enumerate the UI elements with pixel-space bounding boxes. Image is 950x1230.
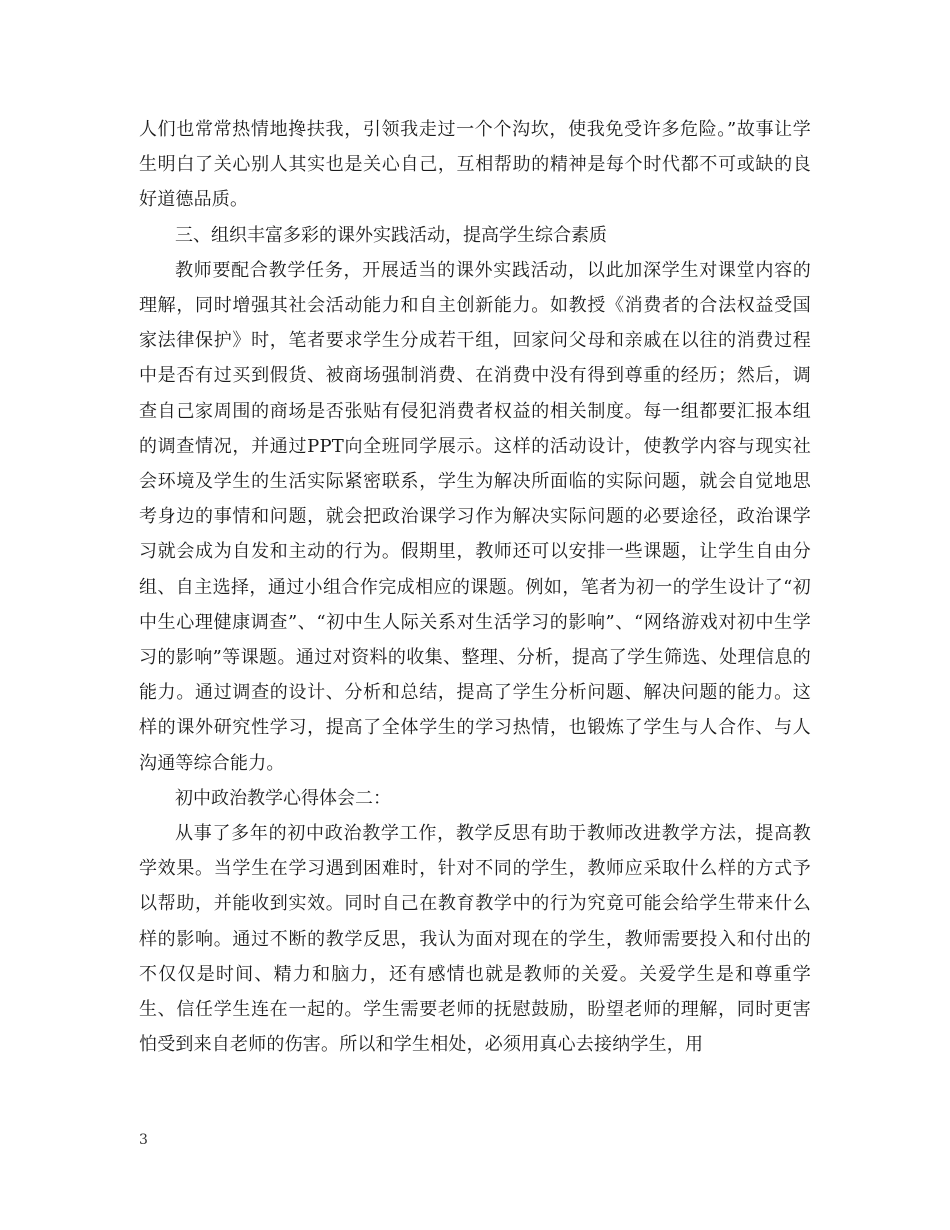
section-heading-experience-2: 初中政治教学心得体会二： [175,787,391,809]
paragraph-practice-activities: 教师要配合教学任务，开展适当的课外实践活动，以此加深学生对课堂内容的理解，同时增强其社会活动能力和自主创新能力。如教授《消费者的合法权益受国家法律保护》时，笔者要求学生分成若干组，回家问父母和亲戚在以往的消费过程中是否有过买到假货、被商场强制消费、在消费中没有得到尊重的经历；然后，调查自己家周围的商场是否张贴有侵犯消费者权益的相关制度。每一组都要汇报本组的调查情况，并通过PPT向全班同学展示。这样的活动设计，使教学内容与现实社会环境及学生的生活实际紧密联系，学生为解决所面临的实际问题，就会自觉地思考身边的事情和问题，就会把政治课学习作为解决实际问题的必要途径，政治课学习就会成为自发和主动的行为。假期里，教师还可以安排一些课题，让学生自由分组、自主选择，通过小组合作完成相应的课题。例如，笔者为初一的学生设计了“初中生心理健康调查”、“初中生人际关系对生活学习的影响”、“网络游戏对初中生学习的影响”等课题。通过对资料的收集、整理、分析，提高了学生筛选、处理信息的能力。通过调查的设计、分析和总结，提高了学生分析问题、解决问题的能力。这样的课外研究性学习，提高了全体学生的学习热情，也锻炼了学生与人合作、与人沟通等综合能力。 [139,259,811,774]
document-body [139,112,811,1062]
paragraph-continuation: 人们也常常热情地搀扶我，引领我走过一个个沟坎，使我免受许多危险。”故事让学生明白了关心别人其实也是关心自己，互相帮助的精神是每个时代都不可或缺的良好道德品质。 [139,119,811,211]
paragraph-teaching-reflection: 从事了多年的初中政治教学工作，教学反思有助于教师改进教学方法，提高教学效果。当学生在学习遇到困难时，针对不同的学生，教师应采取什么样的方式予以帮助，并能收到实效。同时自己在教育教学中的行为究竟可能会给学生带来什么样的影响。通过不断的教学反思，我认为面对现在的学生，教师需要投入和付出的不仅仅是时间、精力和脑力，还有感情也就是教师的关爱。关爱学生是和尊重学生、信任学生连在一起的。学生需要老师的抚慰鼓励，盼望老师的理解，同时更害怕受到来自老师的伤害。所以和学生相处，必须用真心去接纳学生，用 [139,823,811,1056]
page-number: 3 [139,1132,148,1148]
section-heading-3: 三、组织丰富多彩的课外实践活动，提高学生综合素质 [175,224,607,246]
